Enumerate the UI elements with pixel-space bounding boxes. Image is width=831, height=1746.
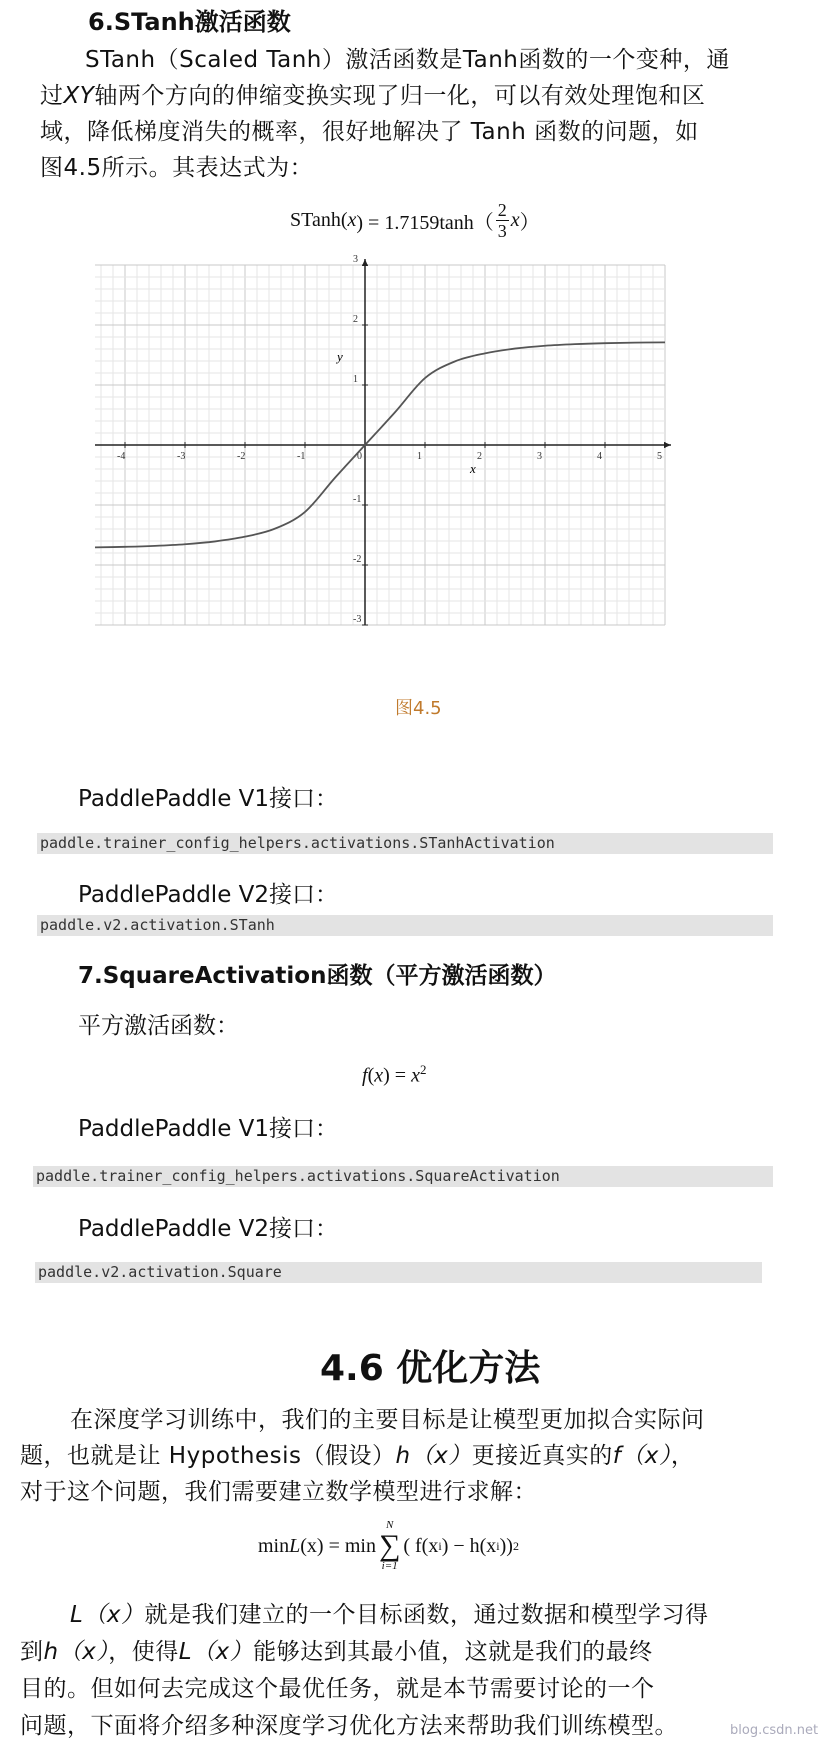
y-tick-label: -1 (353, 494, 362, 505)
x-tick-label: 3 (537, 451, 542, 462)
section-title: 4.6 优化方法 (320, 1348, 541, 1389)
v2-interface-label: PaddlePaddle V2接口： (78, 882, 339, 908)
watermark: blog.csdn.net (730, 1723, 819, 1738)
v1-interface-label: PaddlePaddle V1接口： (78, 786, 339, 812)
code-line: paddle.v2.activation.STanh (37, 915, 773, 936)
para-line: 对于这个问题，我们需要建立数学模型进行求解： (20, 1479, 537, 1505)
square-formula: $f(x) = x^2$ (362, 1062, 427, 1087)
y-tick-label: 3 (353, 254, 358, 265)
y-tick-label: -3 (353, 614, 362, 625)
para-line: 图4.5所示。其表达式为： (40, 155, 314, 181)
chart-ticks (117, 254, 665, 625)
x-tick-label: -2 (237, 451, 246, 462)
para-line: 在深度学习训练中，我们的主要目标是让模型更加拟合实际问 (70, 1407, 705, 1433)
para-line: 到h（x），使得L（x）能够达到其最小值，这就是我们的最终 (20, 1639, 653, 1665)
x-tick-label: 5 (657, 451, 662, 462)
x-tick-label: -1 (297, 451, 306, 462)
x-axis-label: x (470, 461, 476, 476)
section-heading: 7.SquareActivation函数（平方激活函数） (78, 963, 557, 989)
para-line: STanh（Scaled Tanh）激活函数是Tanh函数的一个变种，通 (85, 47, 730, 73)
para-line: 问题，下面将介绍多种深度学习优化方法来帮助我们训练模型。 (20, 1713, 678, 1739)
para-line: L（x）就是我们建立的一个目标函数，通过数据和模型学习得 (70, 1602, 709, 1628)
y-tick-label: 1 (353, 374, 358, 385)
v2-interface-label: PaddlePaddle V2接口： (78, 1216, 339, 1242)
x-tick-label: 4 (597, 451, 602, 462)
stanh-paragraph (40, 42, 820, 186)
para-line: 过XY轴两个方向的伸缩变换实现了归一化，可以有效处理饱和区 (40, 83, 706, 109)
optimization-paragraph-2 (20, 1597, 820, 1745)
para-line: 目的。但如何去完成这个最优任务，就是本节需要讨论的一个 (20, 1676, 655, 1702)
code-line: paddle.trainer_config_helpers.activations.SquareActivation (33, 1166, 773, 1187)
stanh-formula: STanh( x ) = 1.7159tanh（ 2 3 x ） (290, 200, 540, 241)
v1-interface-label: PaddlePaddle V1接口： (78, 1116, 339, 1142)
x-tick-label: 2 (477, 451, 482, 462)
stanh-chart (95, 254, 755, 685)
y-axis-label: y (337, 349, 343, 364)
x-tick-label: 0 (357, 451, 362, 462)
y-tick-label: 2 (353, 314, 358, 325)
y-tick-label: -2 (353, 554, 362, 565)
square-desc: 平方激活函数： (78, 1013, 239, 1039)
section-heading: 6.STanh激活函数 (88, 8, 291, 36)
x-tick-label: 1 (417, 451, 422, 462)
figure-caption: 图4.5 (395, 698, 442, 719)
code-line: paddle.v2.activation.Square (35, 1262, 762, 1283)
x-tick-label: -3 (177, 451, 186, 462)
optimization-paragraph-1 (20, 1402, 820, 1510)
para-line: 题，也就是让 Hypothesis（假设）h（x）更接近真实的f（x）， (20, 1443, 695, 1469)
x-tick-label: -4 (117, 451, 126, 462)
para-line: 域，降低梯度消失的概率，很好地解决了 Tanh 函数的问题，如 (40, 119, 699, 145)
loss-formula: min L (x) = min N ∑ i=1 ( f(x i ) − h(x i )) 2 (258, 1519, 519, 1572)
chart-axes (95, 259, 671, 625)
code-line: paddle.trainer_config_helpers.activations.STanhActivation (37, 833, 773, 854)
